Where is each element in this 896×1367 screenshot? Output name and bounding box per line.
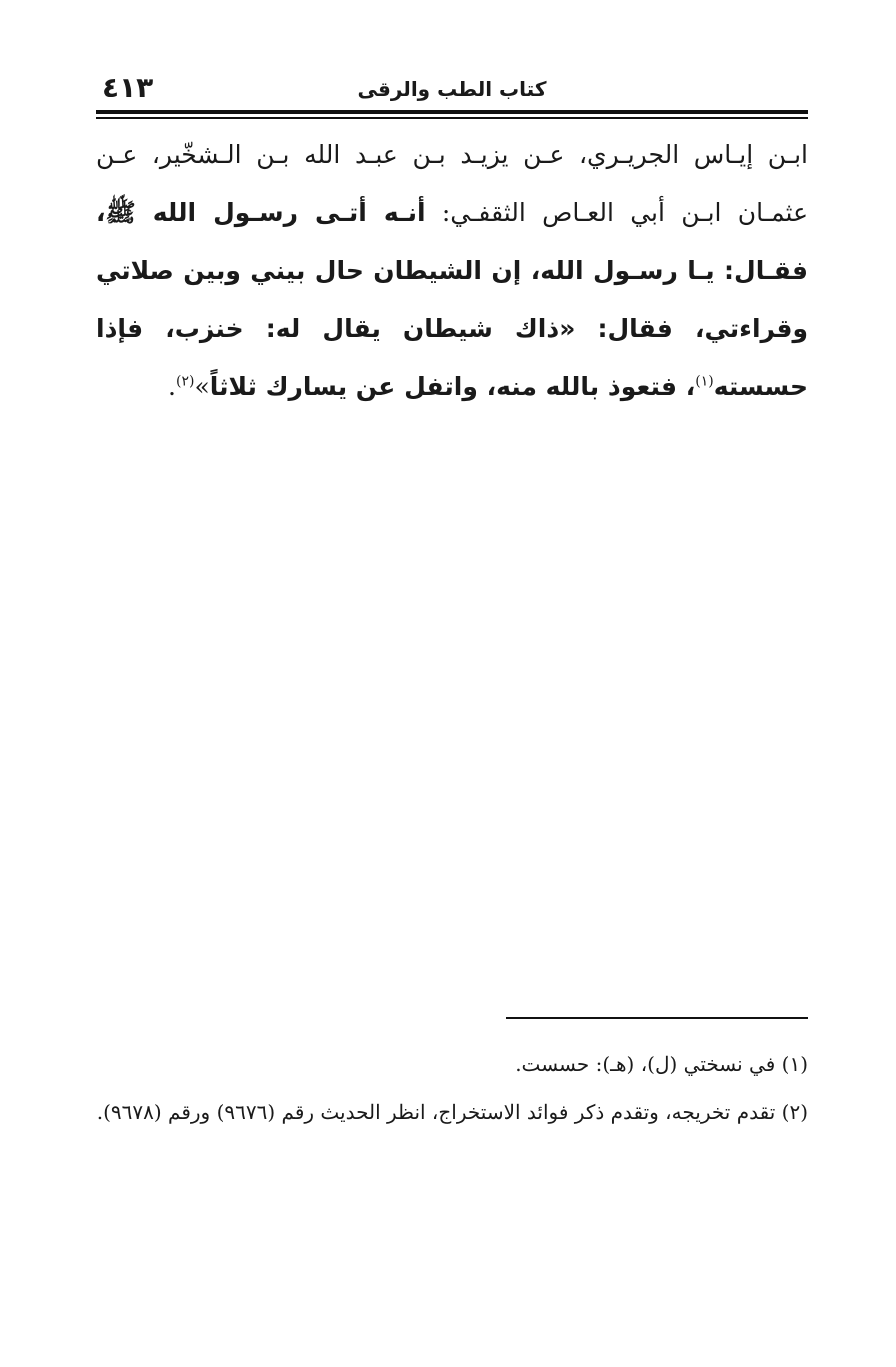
running-title: كتاب الطب والرقى <box>357 77 547 101</box>
end-mark: . <box>168 372 176 401</box>
footnotes <box>96 1040 808 1136</box>
page-number: ٤١٣ <box>102 71 154 104</box>
footnote-ref-1[interactable]: (١) <box>695 373 714 390</box>
header-rule-thin <box>96 117 808 119</box>
footnote-ref-2[interactable]: (٢) <box>175 373 195 390</box>
header-rule-thick <box>96 110 808 114</box>
footnote-1: (١) في نسختي (ل)، (هـ): حسست. <box>515 1052 808 1076</box>
page-header <box>96 70 808 110</box>
hadith-bold-text-2 <box>210 372 696 401</box>
hadith-bold-text <box>96 198 808 401</box>
main-text <box>96 126 808 416</box>
open-quote: « <box>559 314 576 343</box>
narration-text: أنـه أتـى رسـول الله ﷺ، فقـال: يـا رسـول الله، إن الشيطان حال بيني وبين صلاتي وقراءتي، فقال: <box>96 198 808 343</box>
isnad-text: ابـن إيـاس الجريـري، عـن يزيـد بـن عبـد الله بـن الـشخّير، عـن عثمـان ابـن أبي العـاص الثقفـي: <box>96 140 808 227</box>
footnote-separator <box>506 1017 808 1019</box>
prophetic-saying-part-1: ذاك شيطان يقال له: خنزب، فإذا حسسته <box>96 314 808 401</box>
footnote-2: (٢) تقدم تخريجه، وتقدم ذكر فوائد الاستخراج، انظر الحديث رقم (٩٦٧٦) ورقم (٩٦٧٨). <box>96 1100 808 1124</box>
close-quote: » <box>194 372 210 401</box>
prophetic-saying-part-2: ، فتعوذ بالله منه، واتفل عن يسارك ثلاثاً <box>209 372 696 401</box>
